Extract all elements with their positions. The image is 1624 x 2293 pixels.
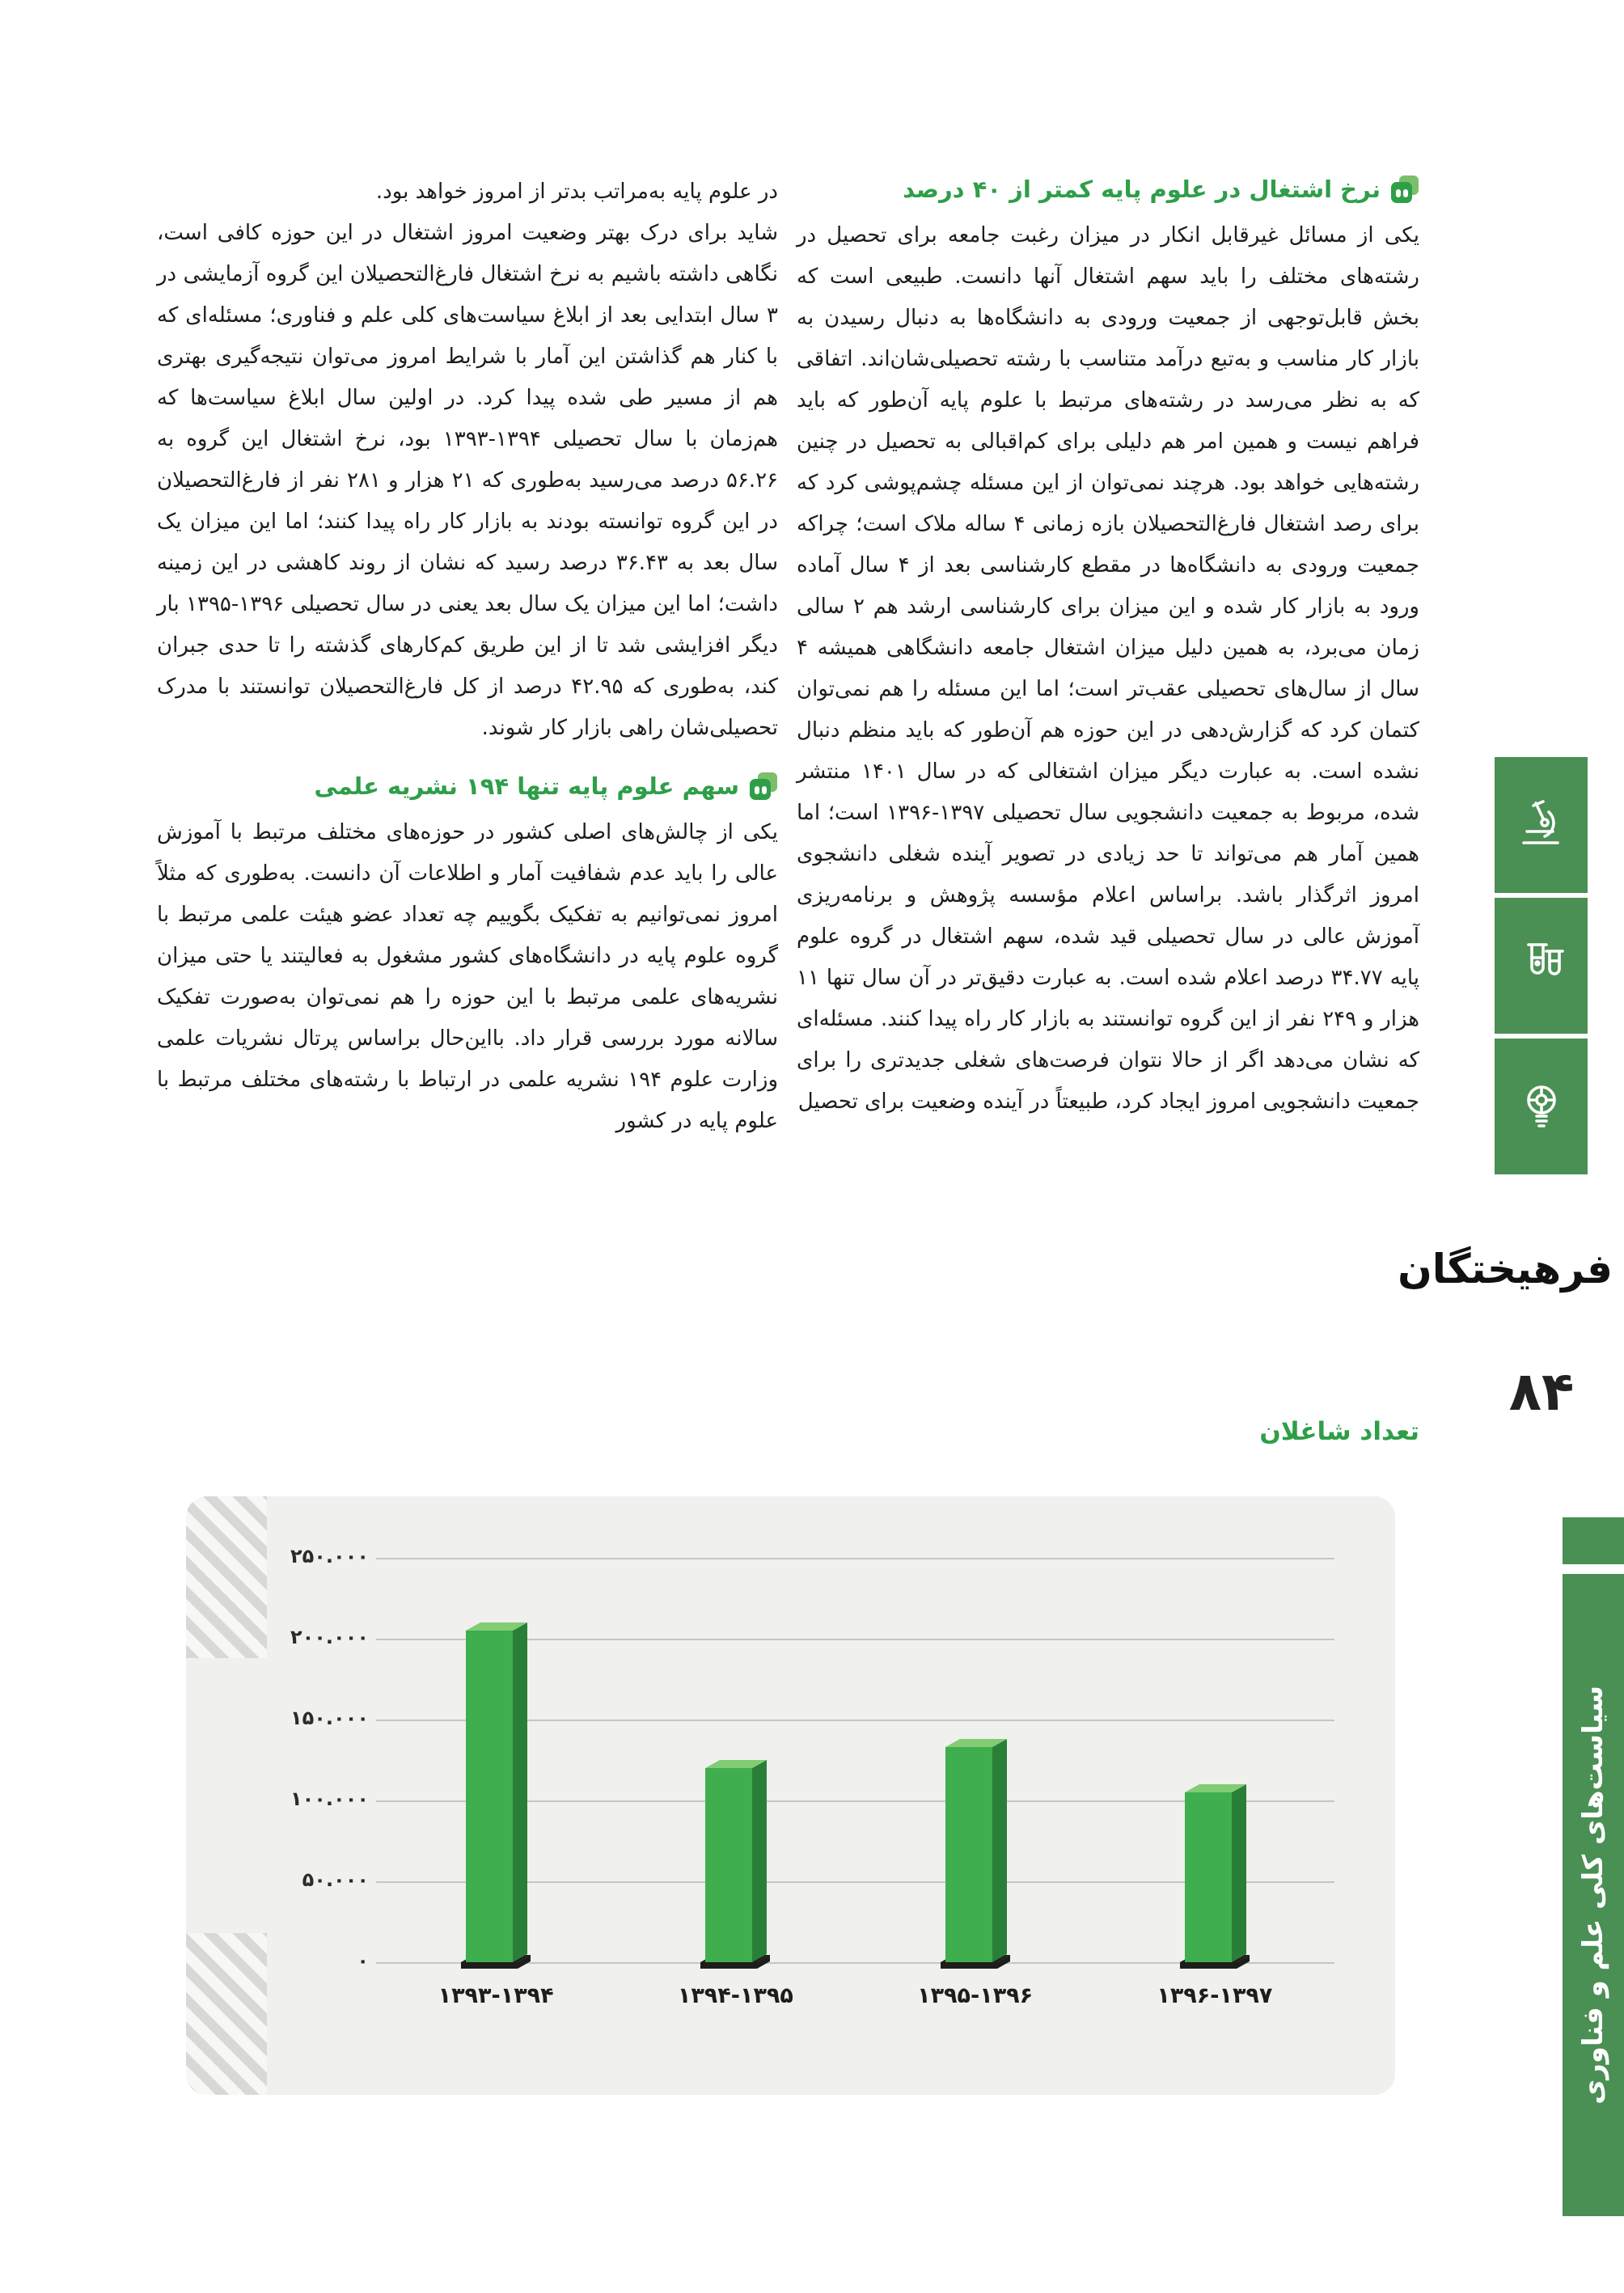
y-axis-tick-label: ۱۵۰.۰۰۰ [290, 1707, 369, 1729]
chart-title: تعداد شاغلان [1259, 1417, 1419, 1446]
y-axis-tick-label: ۲۵۰.۰۰۰ [290, 1545, 369, 1567]
section-accent-square [1563, 1517, 1624, 1564]
heading1-text: نرخ اشتغال در علوم پایه کمتر از ۴۰ درصد [903, 176, 1381, 203]
x-axis-tick-label: ۱۳۹۳-۱۳۹۴ [438, 1983, 554, 2008]
publication-logo: فرهیختگان [1398, 1246, 1613, 1292]
article-heading-employment [797, 171, 1419, 207]
chart-plot [186, 1496, 1395, 2095]
x-axis-tick-label: ۱۳۹۵-۱۳۹۶ [917, 1983, 1034, 2008]
section-banner [1563, 1574, 1624, 2216]
bar-2 [700, 1758, 771, 1970]
article-heading-journals [157, 768, 778, 804]
chart-panel [186, 1496, 1395, 2095]
microscope-icon [1512, 796, 1571, 854]
quote-bullet-icon [1390, 175, 1419, 204]
sidebar-icon-box-research [1495, 757, 1588, 893]
x-axis-tick-label: ۱۳۹۴-۱۳۹۵ [677, 1983, 793, 2008]
y-axis-tick-label: ۵۰.۰۰۰ [302, 1868, 369, 1891]
chemistry-flasks-icon [1512, 937, 1571, 995]
heading2-text: سهم علوم پایه تنها ۱۹۴ نشریه علمی [314, 772, 739, 800]
y-axis-tick-label: ۲۰۰.۰۰۰ [290, 1626, 369, 1648]
bar-3 [940, 1737, 1011, 1970]
page-number: ۸۴ [1508, 1360, 1575, 1423]
x-axis-tick-label: ۱۳۹۶-۱۳۹۷ [1157, 1983, 1273, 2008]
chart-gridline [376, 1558, 1334, 1559]
article-column-right [797, 171, 1419, 1123]
paragraph: در علوم پایه به‌مراتب بدتر از امروز خواهد بود. [375, 180, 778, 204]
quote-bullet-icon [749, 772, 778, 801]
article-column-left [157, 171, 778, 1142]
sidebar-icon-box-chemistry [1495, 898, 1588, 1034]
bar-4 [1179, 1783, 1250, 1970]
idea-bulb-gear-icon [1512, 1077, 1571, 1136]
bar-1 [460, 1621, 531, 1970]
paragraph: یکی از چالش‌های اصلی کشور در حوزه‌های مختلف مرتبط با آموزش عالی را باید عدم شفافیت آمار و اطلاعات آن دانست. به‌طوری که مثلاً امروز نمی‌توانیم به تفکیک بگوییم چه تعداد عضو هیئت علمی مرتبط با گروه علوم پایه در دانشگاه‌های کشور مشغول به فعالیتند یا حتی میزان نشریه‌های علمی مرتبط با این حوزه را هم نمی‌توان به‌صورت تفکیک سالانه مورد بررسی قرار داد. بااین‌حال براساس پرتال نشریات علمی وزارت علوم ۱۹۴ نشریه علمی در ارتباط با رشته‌های مختلف مرتبط با علوم پایه در کشور [157, 820, 778, 1133]
sidebar-icon-box-innovation [1495, 1039, 1588, 1174]
paragraph: یکی از مسائل غیرقابل انکار در میزان رغبت جامعه برای تحصیل در رشته‌های مختلف را باید سهم اشتغال آنها دانست. طبیعی است که بخش قابل‌توجهی از جمعیت ورودی به دانشگاه‌ها به دنبال رسیدن به بازار کار مناسب و به‌تبع درآمد متناسب با رشته تحصیلی‌شان‌اند. اتفاقی که به نظر می‌رسد در رشته‌های مرتبط با علوم پایه آن‌طور که باید فراهم نیست و همین امر هم دلیلی برای کم‌اقبالی به تحصیل در چنین رشته‌هایی خواهد بود. هرچند نمی‌توان از این مسئله چشم‌پوشی کرد که برای رصد اشتغال فارغ‌التحصیلان بازه زمانی ۴ ساله ملاک است؛ چراکه جمعیت ورودی به دانشگاه‌ها در مقطع کارشناسی بعد از ۴ سال آماده ورود به بازار کار شده و این میزان برای کارشناسی ارشد هم ۲ سالی زمان می‌برد، به همین دلیل میزان اشتغال جامعه دانشگاهی همیشه ۴ سال از سال‌های تحصیلی عقب‌تر است؛ اما این مسئله را هم نمی‌توان کتمان کرد که گزارش‌دهی در این حوزه هم آن‌طور که باید منظم دنبال نشده است. به عبارت دیگر میزان اشتغالی که در سال ۱۴۰۱ منتشر شده، مربوط به جمعیت دانشجویی سال تحصیلی ۱۳۹۷-۱۳۹۶ است؛ اما همین آمار هم می‌تواند تا حد زیادی در تصویر آینده شغلی دانشجوی امروز اثرگذار باشد. براساس اعلام مؤسسه پژوهش و برنامه‌ریزی آموزش عالی در سال تحصیلی قید شده، سهم اشتغال در گروه علوم پایه ۳۴.۷۷ درصد اعلام شده است. به عبارت دقیق‌تر در آن سال تنها ۱۱ هزار و ۲۴۹ نفر از این گروه توانستند به بازار کار راه پیدا کنند. مسئله‌ای که نشان می‌دهد اگر از حالا نتوان فرصت‌های شغلی جدیدتری را برای جمعیت دانشجویی امروز ایجاد کرد، طبیعتاً در آینده وضعیت برای تحصیل [797, 223, 1420, 1114]
section-title: سیاست‌های کلی علم و فناوری [1577, 1685, 1609, 2105]
paragraph: شاید برای درک بهتر وضعیت امروز اشتغال در این حوزه کافی است، نگاهی داشته باشیم به نرخ اشتغال فارغ‌التحصیلان این گروه آزمایشی در ۳ سال ابتدایی بعد از ابلاغ سیاست‌های کلی علم و فناوری؛ مسئله‌ای که با کنار هم گذاشتن این آمار با شرایط امروز می‌توان نتیجه‌گیری بهتری هم از مسیر طی شده پیدا کرد. در اولین سال ابلاغ سیاست‌ها که هم‌زمان با سال تحصیلی ۱۳۹۴-۱۳۹۳ بود، نرخ اشتغال این گروه به ۵۶.۲۶ درصد می‌رسید به‌طوری که ۲۱ هزار و ۲۸۱ نفر از فارغ‌التحصیلان در این گروه توانسته بودند به بازار کار راه پیدا کنند؛ اما این میزان یک سال بعد به ۳۶.۴۳ درصد رسید که نشان از روند کاهشی در این زمینه داشت؛ اما این میزان یک سال بعد یعنی در سال تحصیلی ۱۳۹۶-۱۳۹۵ بار دیگر افزایشی شد تا از این طریق کم‌کارهای گذشته را تا حدی جبران کند، به‌طوری که ۴۲.۹۵ درصد از کل فارغ‌التحصیلان توانستند با مدرک تحصیلی‌شان راهی بازار کار شوند. [157, 221, 779, 740]
y-axis-tick-label: ۱۰۰.۰۰۰ [290, 1787, 369, 1810]
y-axis-tick-label: ۰ [357, 1949, 369, 1972]
